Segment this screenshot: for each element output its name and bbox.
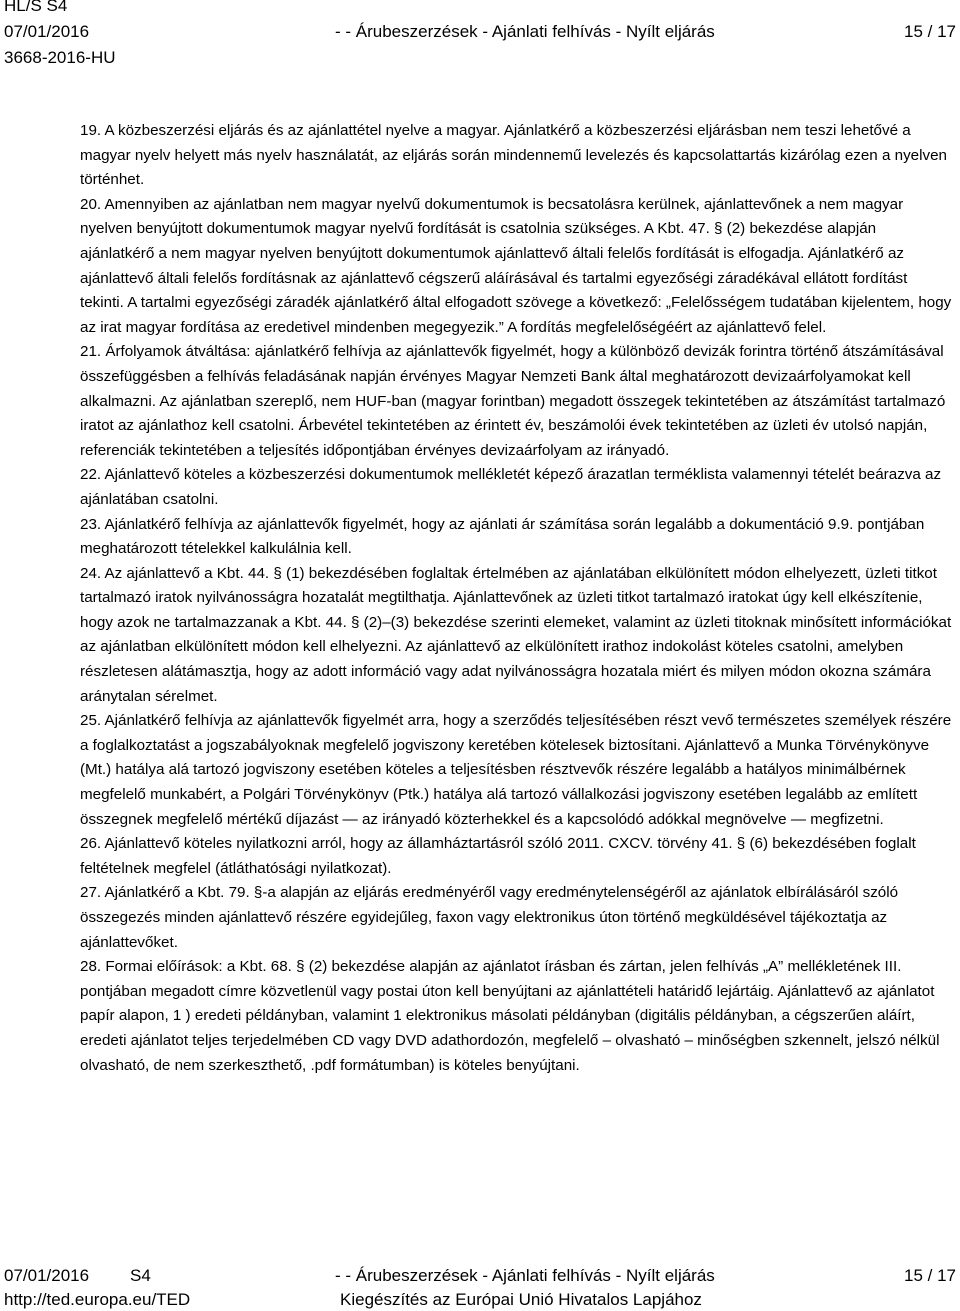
header-hl: HL/S S4: [4, 0, 68, 15]
footer-page-number: 15 / 17: [904, 1266, 956, 1285]
paragraph-25: 25. Ajánlatkérő felhívja az ajánlattevők figyelmét arra, hogy a szerződés teljesítésében részt vevő természetes személyek részére a foglalkoztatást a jogszabályoknak megfelelő jogviszony keretében kötelesek biztosítani. Ajánlattevő a Munka Törvénykönyve (Mt.) hatálya alá tartozó jogviszony esetében köteles a teljesítésben résztvevők részére legalább a hatályos minimálbérnek megfelelő munkabért, a Polgári Törvénykönyv (Ptk.) hatálya alá tartozó vállalkozási jogviszony esetében legalább az említett összegnek megfelelő mértékű díjazást — az irányadó közterhekkel és a kapcsolódó adókkal megnövelve — megfizetni.: [80, 712, 952, 828]
footer-subtitle: Kiegészítés az Európai Unió Hivatalos Lapjához: [340, 1290, 702, 1309]
paragraph-28: 28. Formai előírások: a Kbt. 68. § (2) bekezdése alapján az ajánlatot írásban és zártan, jelen felhívás „A” mellékletének III. pontjában megadott címre közvetlenül vagy postai úton kell benyújtani az ajánlattételi határidő lejártáig. Ajánlattevő az ajánlatot papír alapon, 1 ) eredeti példányban, valamint 1 elektronikus másolati példányban (digitális példányban, a cégszerűen aláírt, eredeti ajánlatot teljes terjedelmében CD vagy DVD adathordozón, megfelelő – olvasható – minőségben szkennelt, jelszó nélkül olvasható, de nem szerkeszthető, .pdf formátumban) is köteles benyújtani.: [80, 958, 940, 1074]
page-header: [0, 0, 960, 100]
footer-date: 07/01/2016: [4, 1266, 90, 1285]
paragraph-26: 26. Ajánlattevő köteles nyilatkozni arról, hogy az államháztartásról szóló 2011. CXCV. törvény 41. § (6) bekezdésében foglalt feltételnek megfelel (átláthatósági nyilatkozat).: [80, 835, 916, 877]
paragraph-24: 24. Az ajánlattevő a Kbt. 44. § (1) bekezdésében foglaltak értelmében az ajánlatában elkülönített módon elhelyezett, üzleti titkot tartalmazó iratok nyilvánosságra hozatalát megtilthatja. Ajánlattevőnek az üzleti titkot tartalmazó iratokat úgy kell elkészítenie, hogy azok ne tartalmazzanak a Kbt. 44. § (2)–(3) bekezdése szerinti elemeket, valamint az üzleti titoknak minősített információkat az ajánlatban elkülönített módon kell elhelyezni. Az ajánlattevő az elkülönített irathoz indokolást köteles csatolni, amelyben részletesen alátámasztja, hogy az adott információ vagy adat nyilvánosságra hozatala miért és milyen módon okozna számára aránytalan sérelmet.: [80, 564, 952, 705]
document-body: [80, 119, 952, 1078]
paragraph-23: 23. Ajánlatkérő felhívja az ajánlattevők figyelmét, hogy az ajánlati ár számítása során legalább a dokumentáció 9.9. pontjában meghatározott tételekkel kalkulálnia kell.: [80, 515, 925, 558]
footer-url: http://ted.europa.eu/TED: [4, 1290, 191, 1309]
footer-title: - - Árubeszerzések - Ajánlati felhívás - Nyílt eljárás: [335, 1266, 715, 1285]
paragraph-20: 20. Amennyiben az ajánlatban nem magyar nyelvű dokumentumok is becsatolásra kerülnek, ajánlattevőnek a nem magyar nyelven benyújtott dokumentumok magyar nyelvű fordítását is csatolnia szükséges. A Kbt. 47. § (2) bekezdése alapján ajánlatkérő a nem magyar nyelven benyújtott dokumentumok ajánlattevő általi felelős fordítását is elfogadja. Ajánlatkérő az ajánlattevő általi felelős fordításnak az ajánlattevő cégszerű aláírásával és tartalmi egyezőségi záradékával ellátott fordítást tekinti. A tartalmi egyezőségi záradék ajánlatkérő által elfogadott szövege a következő: „Felelősségem tudatában kijelentem, hogy az irat magyar fordítása az eredetivel mindenben megegyezik.” A fordítás megfelelőségéért az ajánlattevő felel.: [80, 195, 952, 336]
header-page-number: 15 / 17: [904, 22, 956, 41]
paragraph-22: 22. Ajánlattevő köteles a közbeszerzési dokumentumok mellékletét képező árazatlan terméklista valamennyi tételét beárazva az ajánlatában csatolni.: [80, 466, 942, 508]
page-footer: [0, 1262, 960, 1311]
paragraph-21: 21. Árfolyamok átváltása: ajánlatkérő felhívja az ajánlattevők figyelmét, hogy a különböző devizák forintra történő átszámításával összefüggésben a felhívás feladásának napján érvényes Magyar Nemzeti Bank által meghatározott devizaárfolyamokat kell alkalmazni. Az ajánlatban szereplő, nem HUF-ban (magyar forintban) megadott összegek tekintetében az átszámítást tartalmazó iratot az ajánlathoz kell csatolni. Árbevétel tekintetében az érintett év, beszámolói évek tekintetében az üzleti év utolsó napján, referenciák tekintetében a teljesítés időpontjában érvényes devizaárfolyam az irányadó.: [80, 343, 946, 459]
footer-series: S4: [130, 1266, 151, 1285]
paragraph-19: 19. A közbeszerzési eljárás és az ajánlattétel nyelve a magyar. Ajánlatkérő a közbeszerzési eljárásban nem teszi lehetővé a magyar nyelv helyett más nyelv használatát, az eljárás során mindennemű levelezés és kapcsolattartás kizárólag ezen a nyelven történhet.: [80, 122, 947, 189]
header-reference: 3668-2016-HU: [4, 48, 116, 67]
header-title: - - Árubeszerzések - Ajánlati felhívás - Nyílt eljárás: [335, 22, 715, 41]
header-date: 07/01/2016: [4, 22, 90, 41]
paragraph-27: 27. Ajánlatkérő a Kbt. 79. §-a alapján az eljárás eredményéről vagy eredménytelenségéről az ajánlatok elbírálásáról szóló összegezés minden ajánlattevő részére egyidejűleg, faxon vagy elektronikus úton történő megküldésével tájékoztatja az ajánlattevőket.: [80, 884, 899, 951]
